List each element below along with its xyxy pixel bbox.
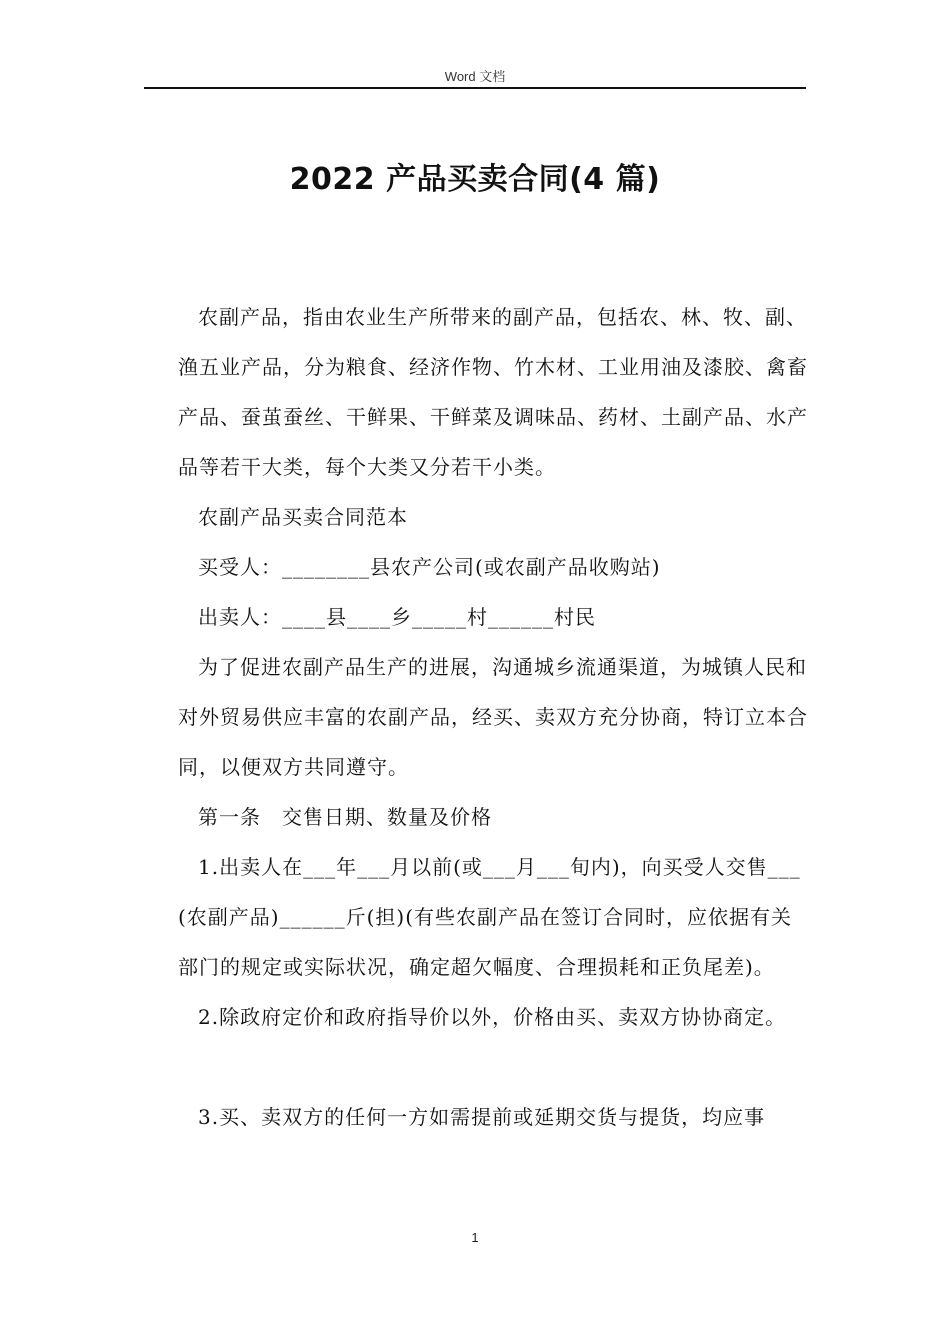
paragraph-contract-heading: 农副产品买卖合同范本 bbox=[198, 505, 408, 529]
paragraph-seller: 出卖人：____县____乡_____村______村民 bbox=[198, 605, 596, 629]
paragraph-intro: 农副产品，指由农业生产所带来的副产品，包括农、林、牧、副、渔五业产品，分为粮食、经济作物、竹木材、工业用油及漆胶、禽畜产品、蚕茧蚕丝、干鲜果、干鲜菜及调味品、药材、土副产品、水产品等若干大类，每个大类又分若干小类。 bbox=[178, 305, 808, 479]
header-divider bbox=[144, 87, 806, 89]
paragraph-purpose: 为了促进农副产品生产的进展，沟通城乡流通渠道，为城镇人民和对外贸易供应丰富的农副产品，经买、卖双方充分协商，特订立本合同，以便双方共同遵守。 bbox=[178, 655, 808, 779]
blank-line bbox=[178, 1042, 808, 1092]
document-body bbox=[178, 292, 808, 1142]
page-number: 1 bbox=[471, 1230, 479, 1245]
document-title: 2022 产品买卖合同(4 篇) bbox=[289, 162, 661, 197]
page-header-label: Word 文档 bbox=[444, 69, 506, 84]
paragraph-clause-1: 1.出卖人在___年___月以前(或___月___旬内)，向买受人交售___(农副产品)______斤(担)(有些农副产品在签订合同时，应依据有关部门的规定或实际状况，确定超欠幅度、合理损耗和正负尾差)。 bbox=[178, 855, 801, 979]
paragraph-buyer: 买受人：________县农产公司(或农副产品收购站) bbox=[198, 555, 661, 579]
paragraph-article-one: 第一条 交售日期、数量及价格 bbox=[198, 805, 492, 829]
paragraph-clause-3: 3.买、卖双方的任何一方如需提前或延期交货与提货，均应事 bbox=[198, 1105, 766, 1129]
paragraph-clause-2: 2.除政府定价和政府指导价以外，价格由买、卖双方协协商定。 bbox=[198, 1005, 787, 1029]
